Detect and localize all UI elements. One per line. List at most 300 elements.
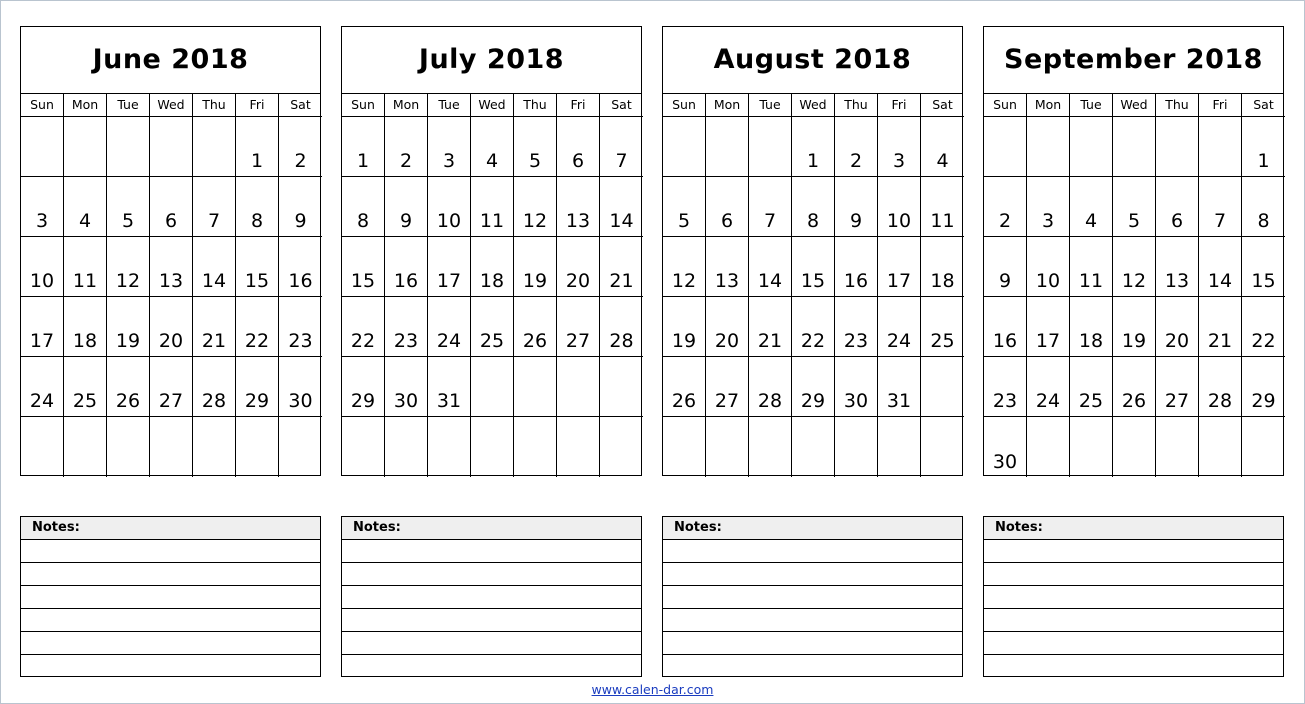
- day-cell: [792, 117, 835, 177]
- weekday-header: Mon: [385, 94, 428, 117]
- month-grid: [342, 94, 641, 477]
- day-cell: [342, 237, 385, 297]
- day-cell: [921, 237, 964, 297]
- day-number: 24: [886, 330, 912, 352]
- day-cell: [236, 297, 279, 357]
- day-cell: [471, 417, 514, 477]
- note-line: [342, 609, 641, 632]
- day-cell: [236, 237, 279, 297]
- day-cell: [428, 297, 471, 357]
- day-number: 12: [522, 210, 548, 232]
- day-cell: [1027, 117, 1070, 177]
- day-cell: [706, 237, 749, 297]
- day-cell: [1156, 237, 1199, 297]
- note-line: [21, 563, 320, 586]
- notes-label: Notes:: [663, 517, 962, 540]
- day-cell: [600, 357, 643, 417]
- day-cell: [749, 297, 792, 357]
- day-cell: [193, 177, 236, 237]
- day-number: 15: [800, 270, 826, 292]
- day-cell: [385, 177, 428, 237]
- day-number: 27: [714, 390, 740, 412]
- day-cell: [514, 417, 557, 477]
- day-number: 7: [1213, 210, 1227, 232]
- day-number: 14: [609, 210, 634, 232]
- day-cell: [600, 117, 643, 177]
- weekday-header: Sun: [984, 94, 1027, 117]
- day-number: 18: [1078, 330, 1104, 352]
- notes-box-july: [341, 516, 642, 677]
- day-cell: [749, 417, 792, 477]
- day-cell: [663, 177, 706, 237]
- day-cell: [279, 117, 322, 177]
- day-cell: [107, 177, 150, 237]
- day-cell: [385, 297, 428, 357]
- day-cell: [557, 417, 600, 477]
- day-number: 21: [201, 330, 227, 352]
- month-grid: [663, 94, 962, 477]
- day-cell: [663, 237, 706, 297]
- month-title: August 2018: [663, 27, 962, 94]
- day-number: 26: [1121, 390, 1147, 412]
- weekday-header: Sat: [921, 94, 964, 117]
- day-cell: [878, 417, 921, 477]
- day-number: 11: [930, 210, 955, 232]
- day-cell: [1242, 237, 1285, 297]
- day-number: 2: [294, 150, 307, 172]
- day-number: 30: [288, 390, 313, 412]
- day-number: 30: [393, 390, 419, 412]
- day-number: 12: [115, 270, 141, 292]
- day-cell: [878, 357, 921, 417]
- day-cell: [1199, 237, 1242, 297]
- day-cell: [107, 297, 150, 357]
- month-calendar-june: [20, 26, 321, 476]
- day-number: 25: [930, 330, 955, 352]
- note-line: [663, 586, 962, 609]
- weekday-header: Wed: [1113, 94, 1156, 117]
- day-cell: [514, 177, 557, 237]
- day-number: 19: [115, 330, 141, 352]
- day-cell: [279, 417, 322, 477]
- weekday-header: Mon: [64, 94, 107, 117]
- day-cell: [1199, 177, 1242, 237]
- day-cell: [1113, 237, 1156, 297]
- day-number: 11: [479, 210, 505, 232]
- day-cell: [706, 417, 749, 477]
- note-line: [342, 563, 641, 586]
- day-cell: [1027, 237, 1070, 297]
- day-cell: [557, 117, 600, 177]
- day-cell: [792, 237, 835, 297]
- day-number: 27: [565, 330, 591, 352]
- weekday-header: Fri: [236, 94, 279, 117]
- note-line: [984, 586, 1283, 609]
- month-calendar-august: [662, 26, 963, 476]
- note-line: [984, 609, 1283, 632]
- weekday-header: Mon: [706, 94, 749, 117]
- note-line: [663, 540, 962, 563]
- day-number: 27: [158, 390, 184, 412]
- day-number: 20: [158, 330, 184, 352]
- day-cell: [21, 177, 64, 237]
- note-line: [663, 609, 962, 632]
- day-number: 28: [1207, 390, 1233, 412]
- day-cell: [385, 357, 428, 417]
- day-number: 17: [1035, 330, 1061, 352]
- day-cell: [342, 357, 385, 417]
- day-number: 18: [930, 270, 955, 292]
- day-cell: [150, 357, 193, 417]
- month-calendar-july: [341, 26, 642, 476]
- day-cell: [385, 417, 428, 477]
- day-number: 15: [244, 270, 270, 292]
- weekday-header: Tue: [749, 94, 792, 117]
- weekday-header: Sat: [279, 94, 322, 117]
- day-cell: [835, 357, 878, 417]
- day-cell: [1242, 177, 1285, 237]
- day-number: 14: [201, 270, 227, 292]
- day-cell: [279, 237, 322, 297]
- day-cell: [921, 357, 964, 417]
- day-cell: [64, 417, 107, 477]
- day-cell: [921, 177, 964, 237]
- day-number: 23: [288, 330, 313, 352]
- day-cell: [193, 117, 236, 177]
- day-cell: [471, 177, 514, 237]
- day-cell: [1027, 417, 1070, 477]
- day-number: 28: [609, 330, 634, 352]
- day-cell: [1199, 357, 1242, 417]
- day-cell: [107, 237, 150, 297]
- day-cell: [64, 237, 107, 297]
- day-cell: [150, 237, 193, 297]
- day-cell: [64, 117, 107, 177]
- weekday-header: Tue: [107, 94, 150, 117]
- note-line: [21, 540, 320, 563]
- day-cell: [1113, 117, 1156, 177]
- day-cell: [663, 357, 706, 417]
- day-cell: [64, 177, 107, 237]
- day-number: 4: [485, 150, 499, 172]
- day-number: 8: [806, 210, 820, 232]
- day-number: 10: [436, 210, 462, 232]
- day-cell: [600, 177, 643, 237]
- day-number: 10: [886, 210, 912, 232]
- day-number: 8: [356, 210, 370, 232]
- day-cell: [600, 237, 643, 297]
- day-number: 27: [1164, 390, 1190, 412]
- day-cell: [921, 297, 964, 357]
- note-line: [984, 563, 1283, 586]
- day-cell: [107, 117, 150, 177]
- footer-website-link[interactable]: www.calen-dar.com: [591, 682, 714, 697]
- day-cell: [1199, 297, 1242, 357]
- day-cell: [557, 297, 600, 357]
- day-cell: [792, 357, 835, 417]
- day-number: 30: [992, 451, 1018, 473]
- day-number: 24: [29, 390, 55, 412]
- day-number: 13: [158, 270, 184, 292]
- day-cell: [835, 117, 878, 177]
- day-number: 22: [800, 330, 826, 352]
- day-cell: [1156, 417, 1199, 477]
- day-cell: [663, 417, 706, 477]
- day-number: 10: [29, 270, 55, 292]
- day-number: 13: [565, 210, 591, 232]
- day-number: 7: [207, 210, 221, 232]
- day-number: 17: [886, 270, 912, 292]
- notes-box-august: [662, 516, 963, 677]
- day-number: 28: [201, 390, 227, 412]
- day-number: 16: [843, 270, 869, 292]
- notes-label: Notes:: [21, 517, 320, 540]
- day-cell: [1242, 297, 1285, 357]
- day-cell: [1242, 357, 1285, 417]
- day-cell: [236, 357, 279, 417]
- day-number: 25: [1078, 390, 1104, 412]
- day-cell: [471, 297, 514, 357]
- day-cell: [663, 117, 706, 177]
- weekday-header: Thu: [835, 94, 878, 117]
- day-number: 25: [479, 330, 505, 352]
- day-cell: [878, 237, 921, 297]
- day-number: 22: [350, 330, 376, 352]
- day-cell: [749, 117, 792, 177]
- note-line: [663, 655, 962, 677]
- weekday-header: Wed: [792, 94, 835, 117]
- day-number: 30: [843, 390, 869, 412]
- day-cell: [792, 297, 835, 357]
- day-number: 13: [1164, 270, 1190, 292]
- weekday-header: Tue: [1070, 94, 1113, 117]
- weekday-header: Thu: [514, 94, 557, 117]
- note-line: [21, 655, 320, 677]
- day-cell: [1199, 417, 1242, 477]
- day-number: 8: [250, 210, 264, 232]
- day-cell: [385, 237, 428, 297]
- note-line: [21, 609, 320, 632]
- day-cell: [193, 357, 236, 417]
- day-cell: [600, 417, 643, 477]
- day-cell: [706, 177, 749, 237]
- day-cell: [236, 177, 279, 237]
- note-line: [342, 655, 641, 677]
- day-cell: [514, 297, 557, 357]
- day-cell: [878, 177, 921, 237]
- day-number: 21: [609, 270, 634, 292]
- day-cell: [21, 357, 64, 417]
- notes-label: Notes:: [342, 517, 641, 540]
- day-number: 31: [436, 390, 462, 412]
- weekday-header: Fri: [878, 94, 921, 117]
- day-number: 5: [528, 150, 542, 172]
- day-cell: [107, 357, 150, 417]
- day-cell: [1156, 357, 1199, 417]
- month-calendar-september: [983, 26, 1284, 476]
- day-cell: [428, 237, 471, 297]
- day-cell: [385, 117, 428, 177]
- note-line: [342, 586, 641, 609]
- day-cell: [150, 297, 193, 357]
- day-number: 12: [1121, 270, 1147, 292]
- day-number: 21: [757, 330, 783, 352]
- day-cell: [1070, 117, 1113, 177]
- month-title: June 2018: [21, 27, 320, 94]
- day-cell: [878, 117, 921, 177]
- day-number: 13: [714, 270, 740, 292]
- day-cell: [514, 237, 557, 297]
- day-cell: [514, 117, 557, 177]
- day-cell: [792, 417, 835, 477]
- day-number: 12: [671, 270, 697, 292]
- day-number: 4: [78, 210, 92, 232]
- month-grid: [984, 94, 1283, 477]
- weekday-header: Wed: [471, 94, 514, 117]
- day-number: 22: [1251, 330, 1276, 352]
- weekday-header: Thu: [193, 94, 236, 117]
- note-line: [342, 632, 641, 655]
- day-number: 5: [677, 210, 691, 232]
- day-number: 11: [1078, 270, 1104, 292]
- day-cell: [984, 357, 1027, 417]
- day-cell: [921, 417, 964, 477]
- day-cell: [557, 237, 600, 297]
- day-cell: [428, 417, 471, 477]
- day-cell: [107, 417, 150, 477]
- day-number: 5: [121, 210, 135, 232]
- weekday-header: Sat: [600, 94, 643, 117]
- day-cell: [471, 357, 514, 417]
- month-title: September 2018: [984, 27, 1283, 94]
- day-number: 24: [436, 330, 462, 352]
- day-number: 26: [522, 330, 548, 352]
- note-line: [984, 540, 1283, 563]
- day-cell: [514, 357, 557, 417]
- day-number: 9: [849, 210, 863, 232]
- day-number: 17: [29, 330, 55, 352]
- day-cell: [193, 237, 236, 297]
- day-number: 16: [393, 270, 419, 292]
- day-number: 14: [1207, 270, 1233, 292]
- day-number: 1: [250, 150, 264, 172]
- day-number: 5: [1127, 210, 1141, 232]
- day-cell: [792, 177, 835, 237]
- weekday-header: Tue: [428, 94, 471, 117]
- day-cell: [21, 237, 64, 297]
- day-cell: [193, 417, 236, 477]
- day-cell: [706, 117, 749, 177]
- day-cell: [1070, 417, 1113, 477]
- day-number: 29: [800, 390, 826, 412]
- day-cell: [984, 417, 1027, 477]
- note-line: [342, 540, 641, 563]
- weekday-header: Sun: [21, 94, 64, 117]
- weekday-header: Fri: [557, 94, 600, 117]
- day-number: 10: [1035, 270, 1061, 292]
- day-cell: [835, 177, 878, 237]
- note-line: [663, 632, 962, 655]
- weekday-header: Thu: [1156, 94, 1199, 117]
- day-number: 4: [1084, 210, 1098, 232]
- day-number: 8: [1257, 210, 1270, 232]
- day-number: 1: [356, 150, 370, 172]
- day-number: 23: [843, 330, 869, 352]
- day-number: 4: [936, 150, 949, 172]
- day-number: 2: [998, 210, 1012, 232]
- day-number: 11: [72, 270, 98, 292]
- weekday-header: Sun: [663, 94, 706, 117]
- day-number: 9: [294, 210, 307, 232]
- day-cell: [279, 177, 322, 237]
- day-number: 18: [479, 270, 505, 292]
- day-cell: [1070, 177, 1113, 237]
- day-number: 3: [1041, 210, 1055, 232]
- day-cell: [471, 237, 514, 297]
- day-cell: [984, 177, 1027, 237]
- day-number: 3: [892, 150, 906, 172]
- day-number: 15: [1251, 270, 1276, 292]
- day-cell: [342, 177, 385, 237]
- day-number: 24: [1035, 390, 1061, 412]
- day-cell: [706, 297, 749, 357]
- day-number: 14: [757, 270, 783, 292]
- day-number: 6: [1170, 210, 1184, 232]
- day-number: 19: [1121, 330, 1147, 352]
- day-number: 2: [849, 150, 863, 172]
- day-cell: [1070, 357, 1113, 417]
- day-cell: [706, 357, 749, 417]
- day-number: 1: [1257, 150, 1270, 172]
- month-title: July 2018: [342, 27, 641, 94]
- day-number: 18: [72, 330, 98, 352]
- day-number: 25: [72, 390, 98, 412]
- day-cell: [1156, 177, 1199, 237]
- day-cell: [428, 177, 471, 237]
- note-line: [21, 632, 320, 655]
- note-line: [663, 563, 962, 586]
- day-cell: [835, 417, 878, 477]
- day-number: 1: [806, 150, 820, 172]
- day-number: 19: [671, 330, 697, 352]
- day-cell: [150, 117, 193, 177]
- day-number: 3: [442, 150, 456, 172]
- day-number: 20: [1164, 330, 1190, 352]
- day-cell: [835, 297, 878, 357]
- day-number: 20: [714, 330, 740, 352]
- day-number: 29: [244, 390, 270, 412]
- day-number: 22: [244, 330, 270, 352]
- weekday-header: Fri: [1199, 94, 1242, 117]
- day-number: 23: [393, 330, 419, 352]
- note-line: [21, 586, 320, 609]
- day-cell: [663, 297, 706, 357]
- day-number: 29: [350, 390, 376, 412]
- day-cell: [471, 117, 514, 177]
- day-number: 7: [763, 210, 777, 232]
- day-cell: [1113, 357, 1156, 417]
- day-number: 21: [1207, 330, 1233, 352]
- day-cell: [1156, 297, 1199, 357]
- day-cell: [236, 117, 279, 177]
- day-cell: [150, 177, 193, 237]
- day-number: 9: [998, 270, 1012, 292]
- day-cell: [600, 297, 643, 357]
- notes-box-september: [983, 516, 1284, 677]
- day-cell: [1070, 297, 1113, 357]
- day-cell: [21, 297, 64, 357]
- day-number: 15: [350, 270, 376, 292]
